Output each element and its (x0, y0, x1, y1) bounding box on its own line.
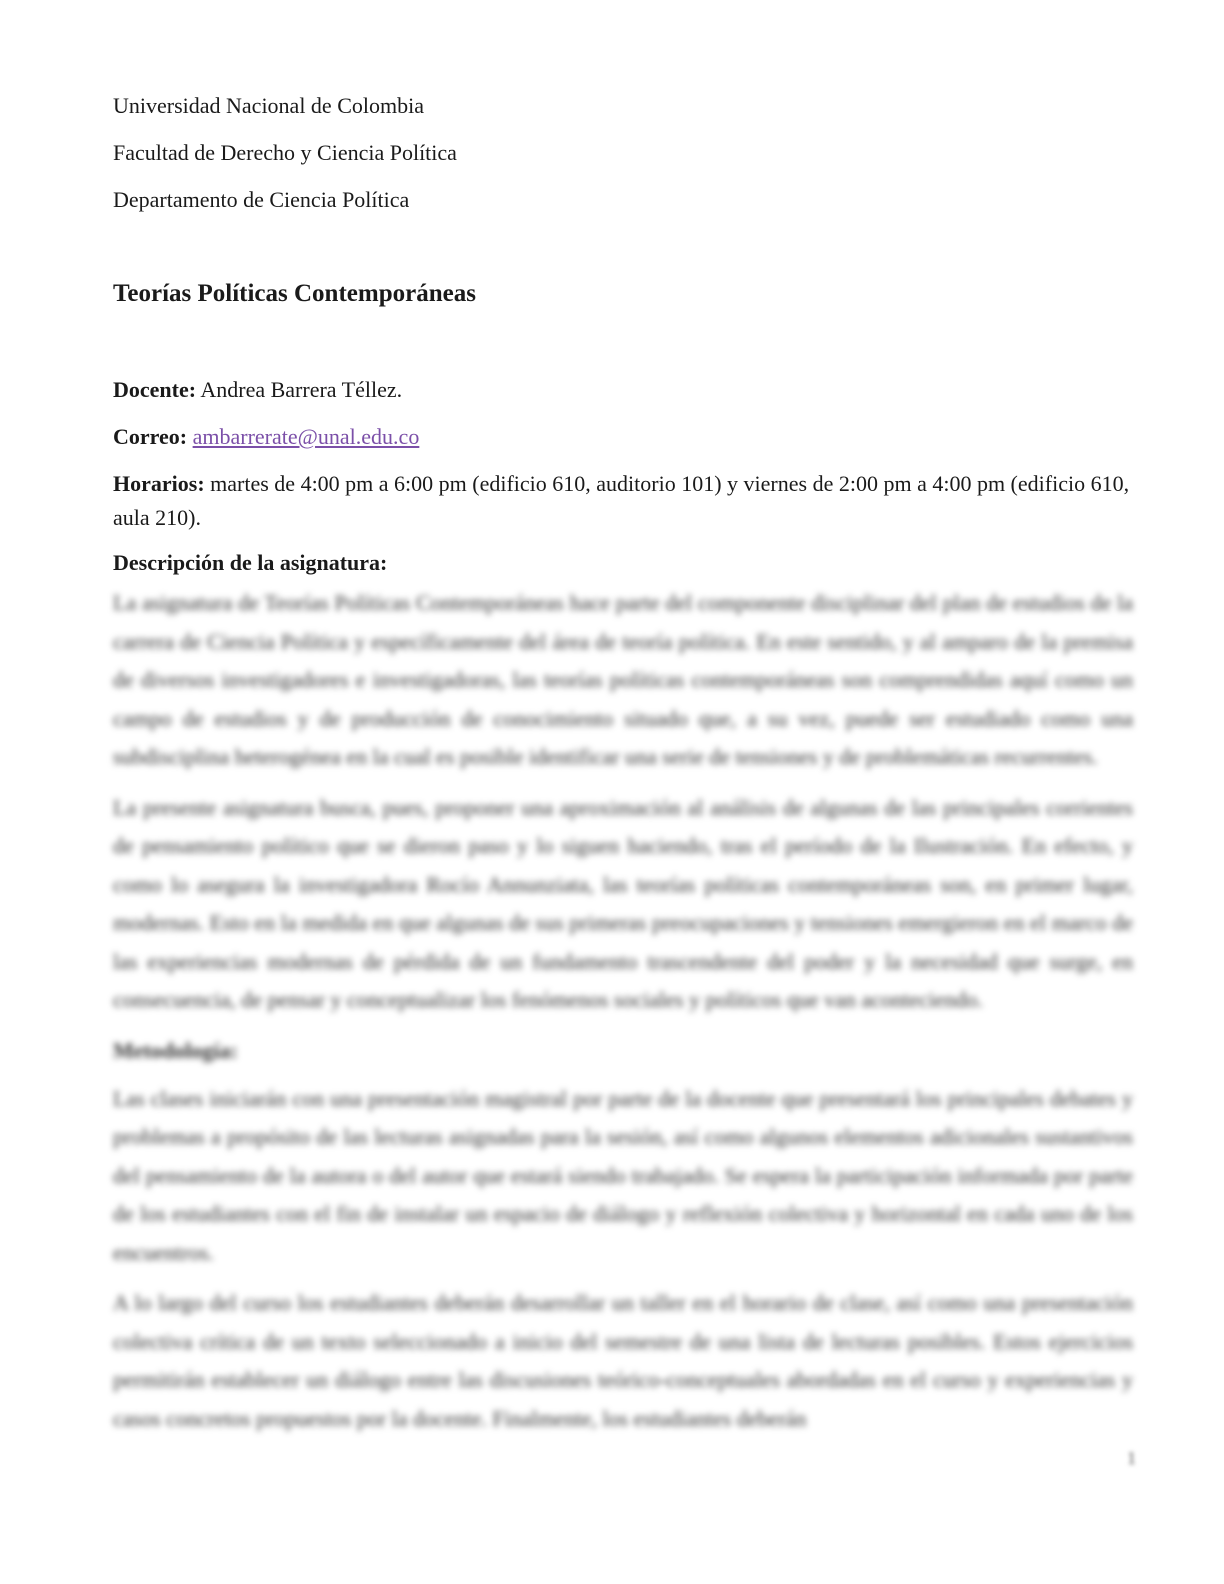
university-name: Universidad Nacional de Colombia (113, 93, 424, 118)
teacher-field (113, 373, 1133, 407)
page-number: 1 (1127, 1448, 1136, 1468)
document-page (113, 92, 1133, 1450)
department-name: Departamento de Ciencia Política (113, 187, 410, 212)
description-paragraph: La presente asignatura busca, pues, proponer una aproximación al análisis de algunas de las principales corrientes de pensamiento político que se dieron paso y lo siguen haciendo, tras el período de la Ilustración. En efecto, y como lo asegura la investigadora Rocío Annunziata, las teorías políticas contemporáneas son, en primer lugar, modernas. Esto en la medida en que algunas de sus primeras preocupaciones y tensiones emergieron en el marco de las experiencias modernas de pérdida de un fundamento trascendente del poder y la necesidad que surge, en consecuencia, de pensar y conceptualizar los fenómenos sociales y políticos que van aconteciendo. (113, 794, 1133, 1012)
description-paragraph: La asignatura de Teorías Políticas Contemporáneas hace parte del componente disciplinar del plan de estudios de la carrera de Ciencia Política y específicamente del área de teoría política. En este sentido, y al amparo de la premisa de diversos investigadores e investigadoras, las teorías políticas contemporáneas son comprendidas aquí como un campo de estudios y de producción de conocimiento situado que, a su vez, puede ser estudiado como una subdisciplina heterogénea en la cual es posible identificar una serie de tensiones y de problemáticas recurrentes. (113, 590, 1133, 769)
faculty-name: Facultad de Derecho y Ciencia Política (113, 140, 457, 165)
teacher-label: Docente: (113, 377, 197, 402)
schedule-label: Horarios: (113, 471, 205, 496)
schedule-field (113, 467, 1133, 535)
email-field (113, 420, 1133, 454)
course-title: Teorías Políticas Contemporáneas (113, 280, 476, 307)
methodology-paragraph: Las clases iniciarán con una presentación magistral por parte de la docente que presentará los principales debates y problemas a propósito de las lecturas asignadas para la sesión, así como algunos elementos adicionales sustantivos del pensamiento de la autora o del autor que estará siendo trabajado. Se espera la participación informada por parte de los estudiantes con el fin de instalar un espacio de diálogo y reflexión colectiva y horizontal en cada uno de los encuentros. (113, 1085, 1133, 1265)
blurred-body (113, 584, 1133, 1438)
schedule-value: martes de 4:00 pm a 6:00 pm (edificio 610, auditorio 101) y viernes de 2:00 pm a 4:00 pm (edificio 610, aula 210). (113, 471, 1130, 530)
methodology-paragraph: A lo largo del curso los estudiantes deberán desarrollar un taller en el horario de clase, así como una presentación colectiva crítica de un texto seleccionado a inicio del semestre de una lista de lecturas posibles. Estos ejercicios permitirán establecer un diálogo entre las discusiones teórico-conceptuales abordadas en el curso y experiencias y casos concretos propuestos por la docente. Finalmente, los estudiantes deberán (113, 1290, 1133, 1431)
email-link[interactable]: ambarrerate@unal.edu.co (192, 424, 420, 449)
institution-header (113, 92, 1133, 214)
teacher-value: Andrea Barrera Téllez. (200, 377, 403, 402)
description-heading: Descripción de la asignatura: (113, 550, 388, 575)
email-label: Correo: (113, 424, 188, 449)
methodology-heading: Metodología: (113, 1037, 238, 1063)
